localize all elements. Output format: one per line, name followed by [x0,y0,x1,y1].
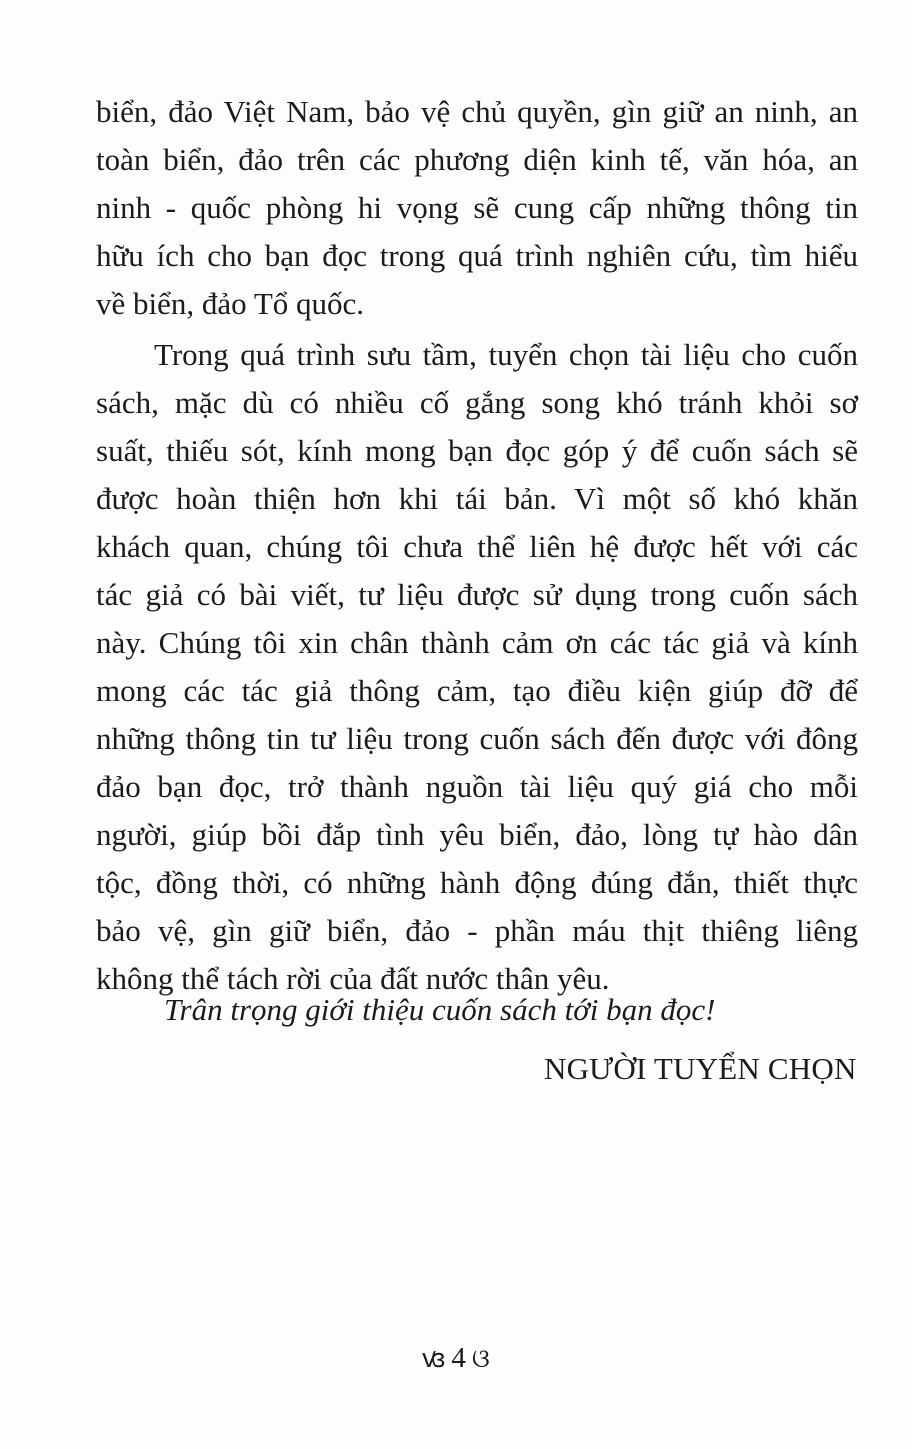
signature: NGƯỜI TUYỂN CHỌN [544,1051,857,1086]
closing-line: Trân trọng giới thiệu cuốn sách tới bạn đọc! [164,992,716,1027]
paragraph-2-line: được hoàn thiện hơn khi tái bản. Vì một số khó khăn [96,481,858,516]
paragraph-1-line: biển, đảo Việt Nam, bảo vệ chủ quyền, gìn giữ an ninh, an [96,94,858,129]
paragraph-2-line: bảo vệ, gìn giữ biển, đảo - phần máu thịt thiêng liêng [96,913,858,948]
paragraph-2-line: sách, mặc dù có nhiều cố gắng song khó tránh khỏi sơ [96,385,858,420]
paragraph-2-line: suất, thiếu sót, kính mong bạn đọc góp ý để cuốn sách sẽ [96,433,858,468]
ornament-left-icon: ꟃ [422,1344,446,1373]
paragraph-2-line: tác giả có bài viết, tư liệu được sử dụng trong cuốn sách [96,577,858,612]
paragraph-2-line: khách quan, chúng tôi chưa thể liên hệ được hết với các [96,529,858,564]
paragraph-2-line: không thể tách rời của đất nước thân yêu. [96,961,610,996]
paragraph-2-line: tộc, đồng thời, có những hành động đúng đắn, thiết thực [96,865,858,900]
paragraph-1-line: toàn biển, đảo trên các phương diện kinh tế, văn hóa, an [96,142,858,177]
paragraph-2-line: người, giúp bồi đắp tình yêu biển, đảo, lòng tự hào dân [96,817,858,852]
paragraph-1-line: hữu ích cho bạn đọc trong quá trình nghiên cứu, tìm hiểu [96,238,858,273]
paragraph-2-line: này. Chúng tôi xin chân thành cảm ơn các tác giả và kính [96,625,858,660]
paragraph-2-line: đảo bạn đọc, trở thành nguồn tài liệu quý giá cho mỗi [96,769,858,804]
paragraph-2-line: mong các tác giả thông cảm, tạo điều kiện giúp đỡ để [96,673,858,708]
page-footer [0,1338,912,1379]
page-number: 4 [451,1342,466,1374]
ornament-right-icon: ଓ [471,1344,490,1373]
paragraph-1-line: ninh - quốc phòng hi vọng sẽ cung cấp những thông tin [96,190,858,225]
paragraph-2-line: Trong quá trình sưu tầm, tuyển chọn tài liệu cho cuốn [154,337,858,372]
paragraph-2-line: những thông tin tư liệu trong cuốn sách đến được với đông [96,721,858,756]
paragraph-1-line: về biển, đảo Tổ quốc. [96,286,365,321]
